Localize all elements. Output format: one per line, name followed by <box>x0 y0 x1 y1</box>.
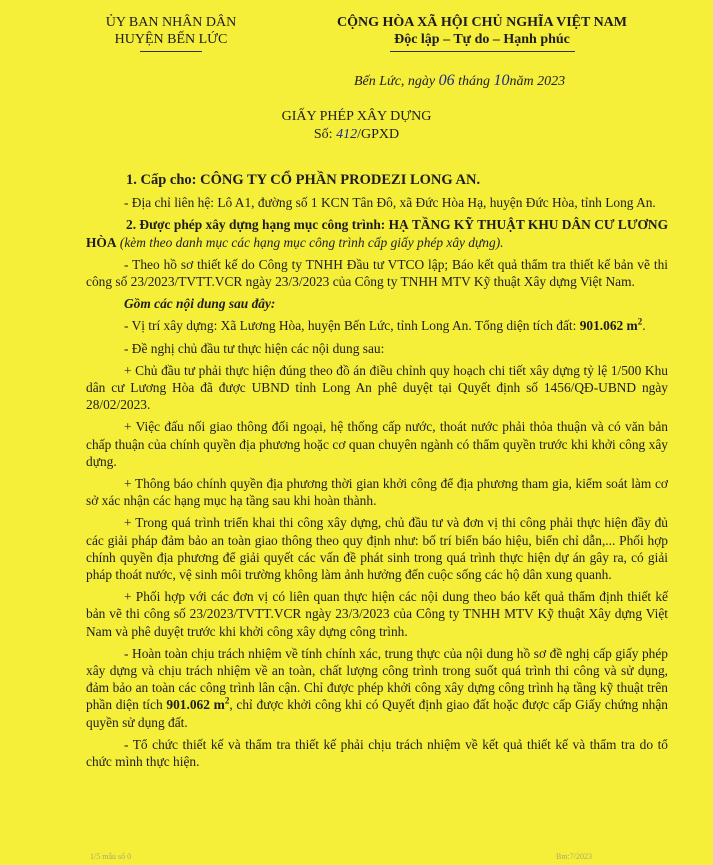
agency-line-1: ỦY BAN NHÂN DÂN <box>105 15 237 30</box>
date-month-handwritten: 10 <box>493 72 510 89</box>
footer-right-mark: Bm:7/2023 <box>556 852 593 861</box>
requirements-intro: - Đề nghị chủ đầu tư thực hiện các nội dung sau: <box>124 340 385 356</box>
requirement-1: + Chủ đầu tư phải thực hiện đúng theo đồ án điều chỉnh quy hoạch chi tiết xây dựng tỷ lệ 1/500 Khu dân cư Lương Hòa đã được UBND tỉnh Long An phê duyệt tại Quyết định số 1456/QĐ-UBND ngày 28/02/2023. <box>86 362 668 413</box>
agency-line-2: HUYỆN BẾN LỨC <box>114 32 228 47</box>
nation-name: CỘNG HÒA XÃ HỘI CHỦ NGHĨA VIỆT NAM <box>336 15 627 30</box>
footer-left-mark: 1/5 mẫu số 0 <box>90 852 132 861</box>
location-end: . <box>642 318 646 334</box>
agency-underline <box>140 51 202 52</box>
responsibility-1-end: , chỉ được khởi công khi có Quyết định giao đất hoặc được cấp Giấy chứng nhận quyền sử dụng đất. <box>86 697 668 730</box>
nation-motto: Độc lập – Tự do – Hạnh phúc <box>394 32 570 47</box>
section-1-label: 1. Cấp cho: <box>126 172 197 188</box>
section-1-company: CÔNG TY CỔ PHẦN PRODEZI LONG AN. <box>200 172 481 188</box>
responsibility-1-area-sup: 2 <box>224 696 230 707</box>
location-area-sup: 2 <box>637 316 643 327</box>
section-2-note: (kèm theo danh mục các hạng mục công trình cấp giấy phép xây dựng). <box>119 234 504 250</box>
date-prefix: Bến Lức, ngày <box>354 74 436 89</box>
document-title: GIẤY PHÉP XÂY DỰNG <box>281 109 432 124</box>
document-number <box>0 126 713 144</box>
section-2-label: 2. Được phép xây dựng hạng mục công trình: <box>126 217 386 233</box>
responsibility-1 <box>86 645 668 731</box>
section-2-project: HẠ TẦNG KỸ THUẬT KHU DÂN CƯ LƯƠNG HÒA <box>86 217 668 250</box>
issuing-agency-block <box>86 14 256 52</box>
location-text: - Vị trí xây dựng: Xã Lương Hòa, huyện Bến Lức, tỉnh Long An. Tổng diện tích đất: <box>124 318 577 334</box>
location-area-value: 901.062 m <box>579 318 638 334</box>
number-handwritten: 412 <box>336 127 358 142</box>
section-1-granted-to <box>86 172 668 189</box>
location-area <box>579 316 646 334</box>
date-year: năm 2023 <box>509 74 566 89</box>
motto-underline <box>390 51 575 52</box>
responsibility-1-area <box>166 697 229 712</box>
date-day-handwritten: 06 <box>438 72 455 89</box>
requirement-5: + Phối hợp với các đơn vị có liên quan thực hiện các nội dung theo báo kết quả thẩm định thiết kế bản vẽ thi công số 23/2023/TVTT.VCR ngày 23/3/2023 của Công ty TNHH MTV Kỹ thuật Xây dựng Việt Nam và phê duyệt trước khi khởi công xây dựng công trình. <box>86 589 668 639</box>
requirement-3: + Thông báo chính quyền địa phương thời gian khởi công để địa phương tham gia, kiểm soát làm cơ sở xác nhận các hạng mục hạ tầng sau khi hoàn thành. <box>86 476 668 509</box>
responsibility-2: - Tổ chức thiết kế và thẩm tra thiết kế phải chịu trách nhiệm về kết quả thiết kế và thẩm tra do tổ chức mình thực hiện. <box>86 736 668 770</box>
requirement-2: + Việc đấu nối giao thông đối ngoại, hệ thống cấp nước, thoát nước phải thỏa thuận và có văn bản chấp thuận của chính quyền địa phương hoặc cơ quan chuyên ngành có thẩm quyền trước khi khởi công xây dựng. <box>86 419 668 469</box>
responsibility-1-text: - Hoàn toàn chịu trách nhiệm về tính chính xác, trung thực của nội dung hồ sơ đề nghị cấp giấy phép xây dựng và chịu trách nhiệm về an toàn, chất lượng công trình trong suốt quá trình thi công và sử dụng, đảm bảo an toàn các công trình lân cận. Chỉ được phép khởi công xây dựng công trình hạ tầng kỹ thuật trên phần diện tích <box>86 645 668 713</box>
national-motto-block <box>292 14 672 52</box>
document-title-block <box>0 108 713 144</box>
issue-date <box>354 72 565 90</box>
section-2-permitted-works <box>86 216 668 250</box>
contents-heading: Gồm các nội dung sau đây: <box>124 296 276 312</box>
location-paragraph <box>86 317 668 334</box>
number-prefix: Số: <box>313 127 333 142</box>
number-suffix: /GPXD <box>357 127 400 142</box>
date-month-label: tháng <box>458 74 491 89</box>
design-basis: - Theo hồ sơ thiết kế do Công ty TNHH Đầu tư VTCO lập; Báo kết quả thẩm tra thiết kế bản vẽ thi công số 23/2023/TVTT.VCR ngày 23/3/2023 của Công ty TNHH MTV Kỹ thuật Xây dựng Việt Nam. <box>86 256 668 290</box>
responsibility-1-area-value: 901.062 m <box>166 697 225 713</box>
requirement-4: + Trong quá trình triển khai thi công xây dựng, chủ đầu tư và đơn vị thi công phải thực hiện đầy đủ các giải pháp đảm bảo an toàn giao thông theo quy định như: bố trí biển báo hiệu, biển chỉ dẫn,... Phối hợp chính quyền địa phương để giải quyết các vấn đề phát sinh trong quá trình thực hiện dự án gây ra, có giải pháp thoát nước, vệ sinh môi trường không làm ảnh hưởng đến cuộc sống các hộ dân xung quanh. <box>86 515 668 583</box>
permit-body <box>86 172 668 775</box>
contact-address: - Địa chỉ liên hệ: Lô A1, đường số 1 KCN Tân Đô, xã Đức Hòa Hạ, huyện Đức Hòa, tỉnh Long An. <box>124 195 656 211</box>
